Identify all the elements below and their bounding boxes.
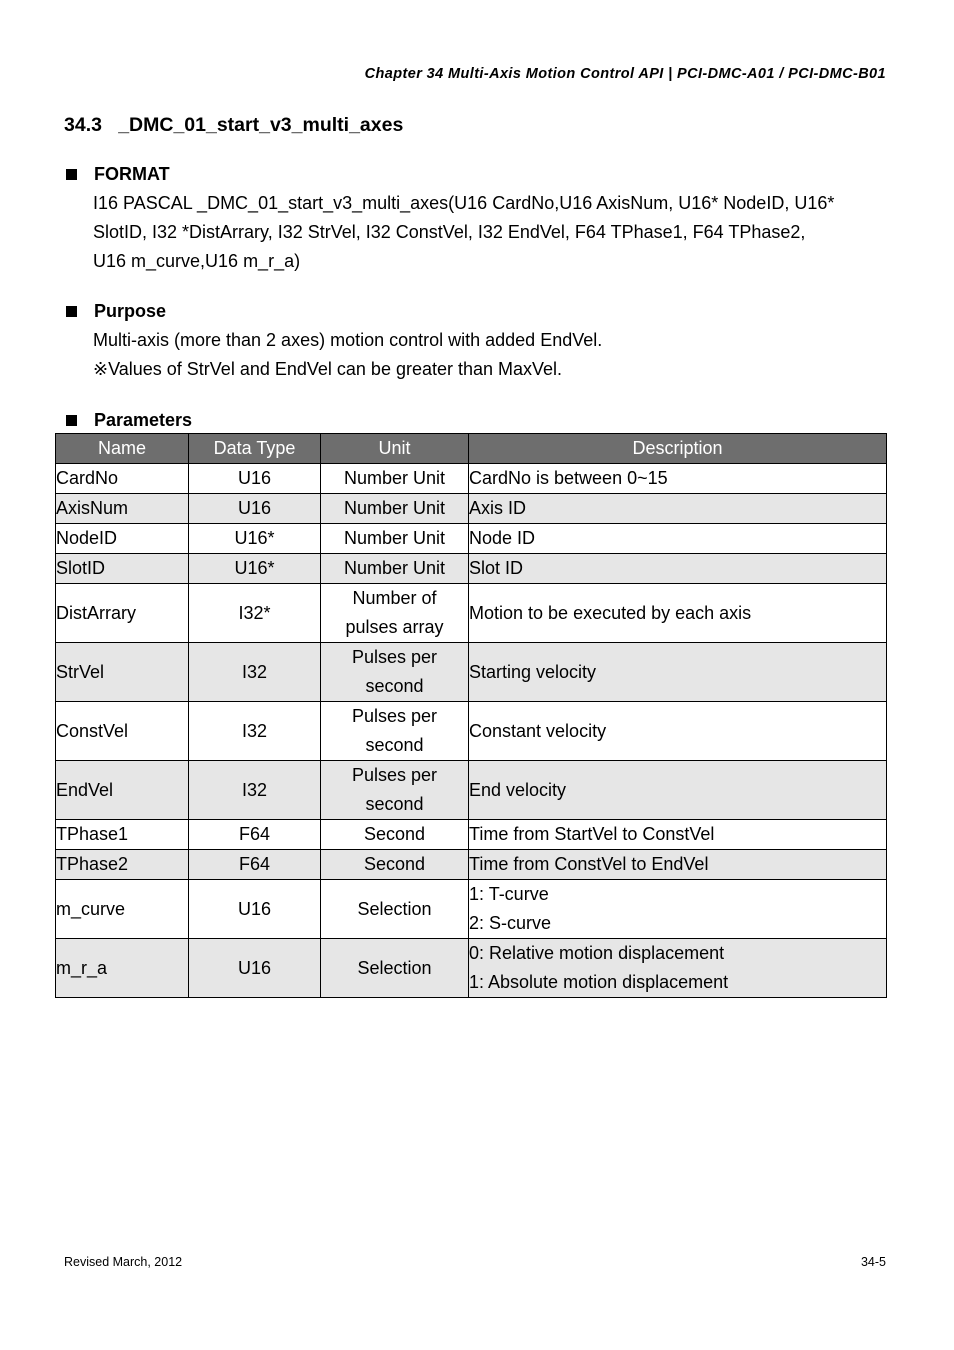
param-unit-cell: [321, 880, 469, 939]
param-desc-cell-line: Node ID: [469, 528, 536, 548]
param-type-cell: F64: [189, 850, 321, 880]
param-name-cell: m_r_a: [56, 939, 189, 998]
param-name-cell: TPhase2: [56, 850, 189, 880]
param-name-cell: TPhase1: [56, 820, 189, 850]
param-name-cell: StrVel: [56, 643, 189, 702]
param-unit-cell-line: Pulses per: [351, 647, 438, 667]
param-desc-cell-line: Time from ConstVel to EndVel: [469, 854, 709, 874]
purpose-line: Multi-axis (more than 2 axes) motion control with added EndVel.: [93, 330, 603, 350]
param-desc-cell-line: Starting velocity: [469, 661, 597, 682]
param-desc-cell: [469, 939, 887, 998]
column-header-description: Description: [469, 434, 887, 464]
param-unit-cell: [321, 761, 469, 820]
param-name-cell: EndVel: [56, 761, 189, 820]
table-row: [56, 702, 887, 761]
param-desc-cell-line: Motion to be executed by each axis: [469, 602, 752, 623]
param-unit-cell-line: Number Unit: [343, 558, 446, 578]
param-unit-cell: [321, 464, 469, 494]
param-desc-cell-line: Axis ID: [469, 498, 527, 518]
table-row: [56, 880, 887, 939]
param-unit-cell-line: Second: [363, 854, 426, 874]
param-unit-cell-line: Number of: [352, 588, 437, 608]
param-desc-cell-line: Time from StartVel to ConstVel: [469, 824, 715, 844]
param-desc-cell: [469, 761, 887, 820]
footer-revision: Revised March, 2012: [64, 1255, 183, 1269]
param-desc-cell: [469, 850, 887, 880]
param-unit-cell-line: Number Unit: [343, 468, 446, 488]
param-desc-cell-line: 2: S-curve: [469, 913, 552, 933]
param-desc-cell-line: 1: T-curve: [469, 884, 549, 904]
param-unit-cell-line: second: [365, 735, 424, 755]
table-row: [56, 524, 887, 554]
param-desc-cell: [469, 554, 887, 584]
section-title: 34.3 _DMC_01_start_v3_multi_axes: [64, 114, 404, 136]
param-unit-cell: [321, 524, 469, 554]
param-type-cell: U16: [189, 494, 321, 524]
param-type-cell: U16*: [189, 554, 321, 584]
table-row: [56, 761, 887, 820]
param-desc-cell-line: 1: Absolute motion displacement: [469, 972, 729, 992]
purpose-line: ※Values of StrVel and EndVel can be greater than MaxVel.: [93, 359, 563, 379]
table-header-row: [56, 434, 887, 464]
running-header: Chapter 34 Multi-Axis Motion Control API | PCI-DMC-A01 / PCI-DMC-B01: [364, 66, 886, 82]
table-row: [56, 850, 887, 880]
param-name-cell: SlotID: [56, 554, 189, 584]
param-unit-cell-line: Selection: [357, 957, 432, 978]
square-bullet-icon: [66, 306, 77, 317]
param-desc-cell-line: 0: Relative motion displacement: [469, 943, 725, 963]
parameters-table: [55, 433, 887, 998]
param-desc-cell: [469, 643, 887, 702]
param-type-cell: I32: [189, 643, 321, 702]
param-unit-cell-line: second: [365, 676, 424, 696]
param-desc-cell: [469, 880, 887, 939]
param-desc-cell: [469, 524, 887, 554]
param-unit-cell: [321, 554, 469, 584]
param-type-cell: U16*: [189, 524, 321, 554]
format-line: U16 m_curve,U16 m_r_a): [93, 251, 301, 271]
table-row: [56, 464, 887, 494]
param-desc-cell-line: End velocity: [469, 779, 567, 800]
param-desc-cell: [469, 584, 887, 643]
table-row: [56, 554, 887, 584]
param-type-cell: U16: [189, 880, 321, 939]
table-row: [56, 939, 887, 998]
format-heading: [64, 164, 170, 185]
purpose-heading: [64, 301, 166, 322]
param-type-cell: I32*: [189, 584, 321, 643]
column-header-data-type: Data Type: [189, 434, 321, 464]
param-unit-cell-line: Pulses per: [351, 765, 438, 785]
parameters-heading-label: Parameters: [94, 410, 193, 430]
square-bullet-icon: [66, 415, 77, 426]
param-type-cell: I32: [189, 702, 321, 761]
param-desc-cell-line: Constant velocity: [469, 720, 607, 741]
param-unit-cell: [321, 939, 469, 998]
table-body: [56, 464, 887, 998]
param-type-cell: U16: [189, 464, 321, 494]
param-name-cell: CardNo: [56, 464, 189, 494]
param-unit-cell-line: second: [365, 794, 424, 814]
square-bullet-icon: [66, 169, 77, 180]
param-unit-cell: [321, 584, 469, 643]
param-unit-cell-line: Number Unit: [343, 498, 446, 518]
purpose-heading-label: Purpose: [94, 301, 167, 321]
table-row: [56, 584, 887, 643]
param-unit-cell-line: Second: [363, 824, 426, 844]
param-unit-cell: [321, 820, 469, 850]
param-desc-cell-line: CardNo is between 0~15: [469, 468, 668, 488]
table-row: [56, 643, 887, 702]
format-line: I16 PASCAL _DMC_01_start_v3_multi_axes(U16 CardNo,U16 AxisNum, U16* NodeID, U16*: [93, 193, 835, 213]
param-desc-cell: [469, 820, 887, 850]
param-type-cell: F64: [189, 820, 321, 850]
param-unit-cell: [321, 494, 469, 524]
param-type-cell: U16: [189, 939, 321, 998]
param-desc-cell: [469, 464, 887, 494]
column-header-name: Name: [56, 434, 189, 464]
param-unit-cell-line: Number Unit: [343, 528, 446, 548]
param-unit-cell: [321, 702, 469, 761]
table-row: [56, 820, 887, 850]
table-row: [56, 494, 887, 524]
param-unit-cell-line: Pulses per: [351, 706, 438, 726]
format-line: SlotID, I32 *DistArrary, I32 StrVel, I32 ConstVel, I32 EndVel, F64 TPhase1, F64 TPhase2,: [93, 222, 806, 242]
param-unit-cell: [321, 643, 469, 702]
parameters-heading: [64, 410, 192, 431]
format-heading-label: FORMAT: [94, 164, 170, 184]
param-name-cell: DistArrary: [56, 584, 189, 643]
column-header-unit: Unit: [321, 434, 469, 464]
param-name-cell: ConstVel: [56, 702, 189, 761]
param-desc-cell: [469, 702, 887, 761]
param-unit-cell-line: Selection: [357, 898, 432, 919]
param-unit-cell-line: pulses array: [345, 617, 444, 637]
param-type-cell: I32: [189, 761, 321, 820]
param-desc-cell: [469, 494, 887, 524]
param-name-cell: m_curve: [56, 880, 189, 939]
param-desc-cell-line: Slot ID: [469, 558, 524, 578]
param-name-cell: NodeID: [56, 524, 189, 554]
footer-page-number: 34-5: [860, 1255, 886, 1269]
param-unit-cell: [321, 850, 469, 880]
param-name-cell: AxisNum: [56, 494, 189, 524]
